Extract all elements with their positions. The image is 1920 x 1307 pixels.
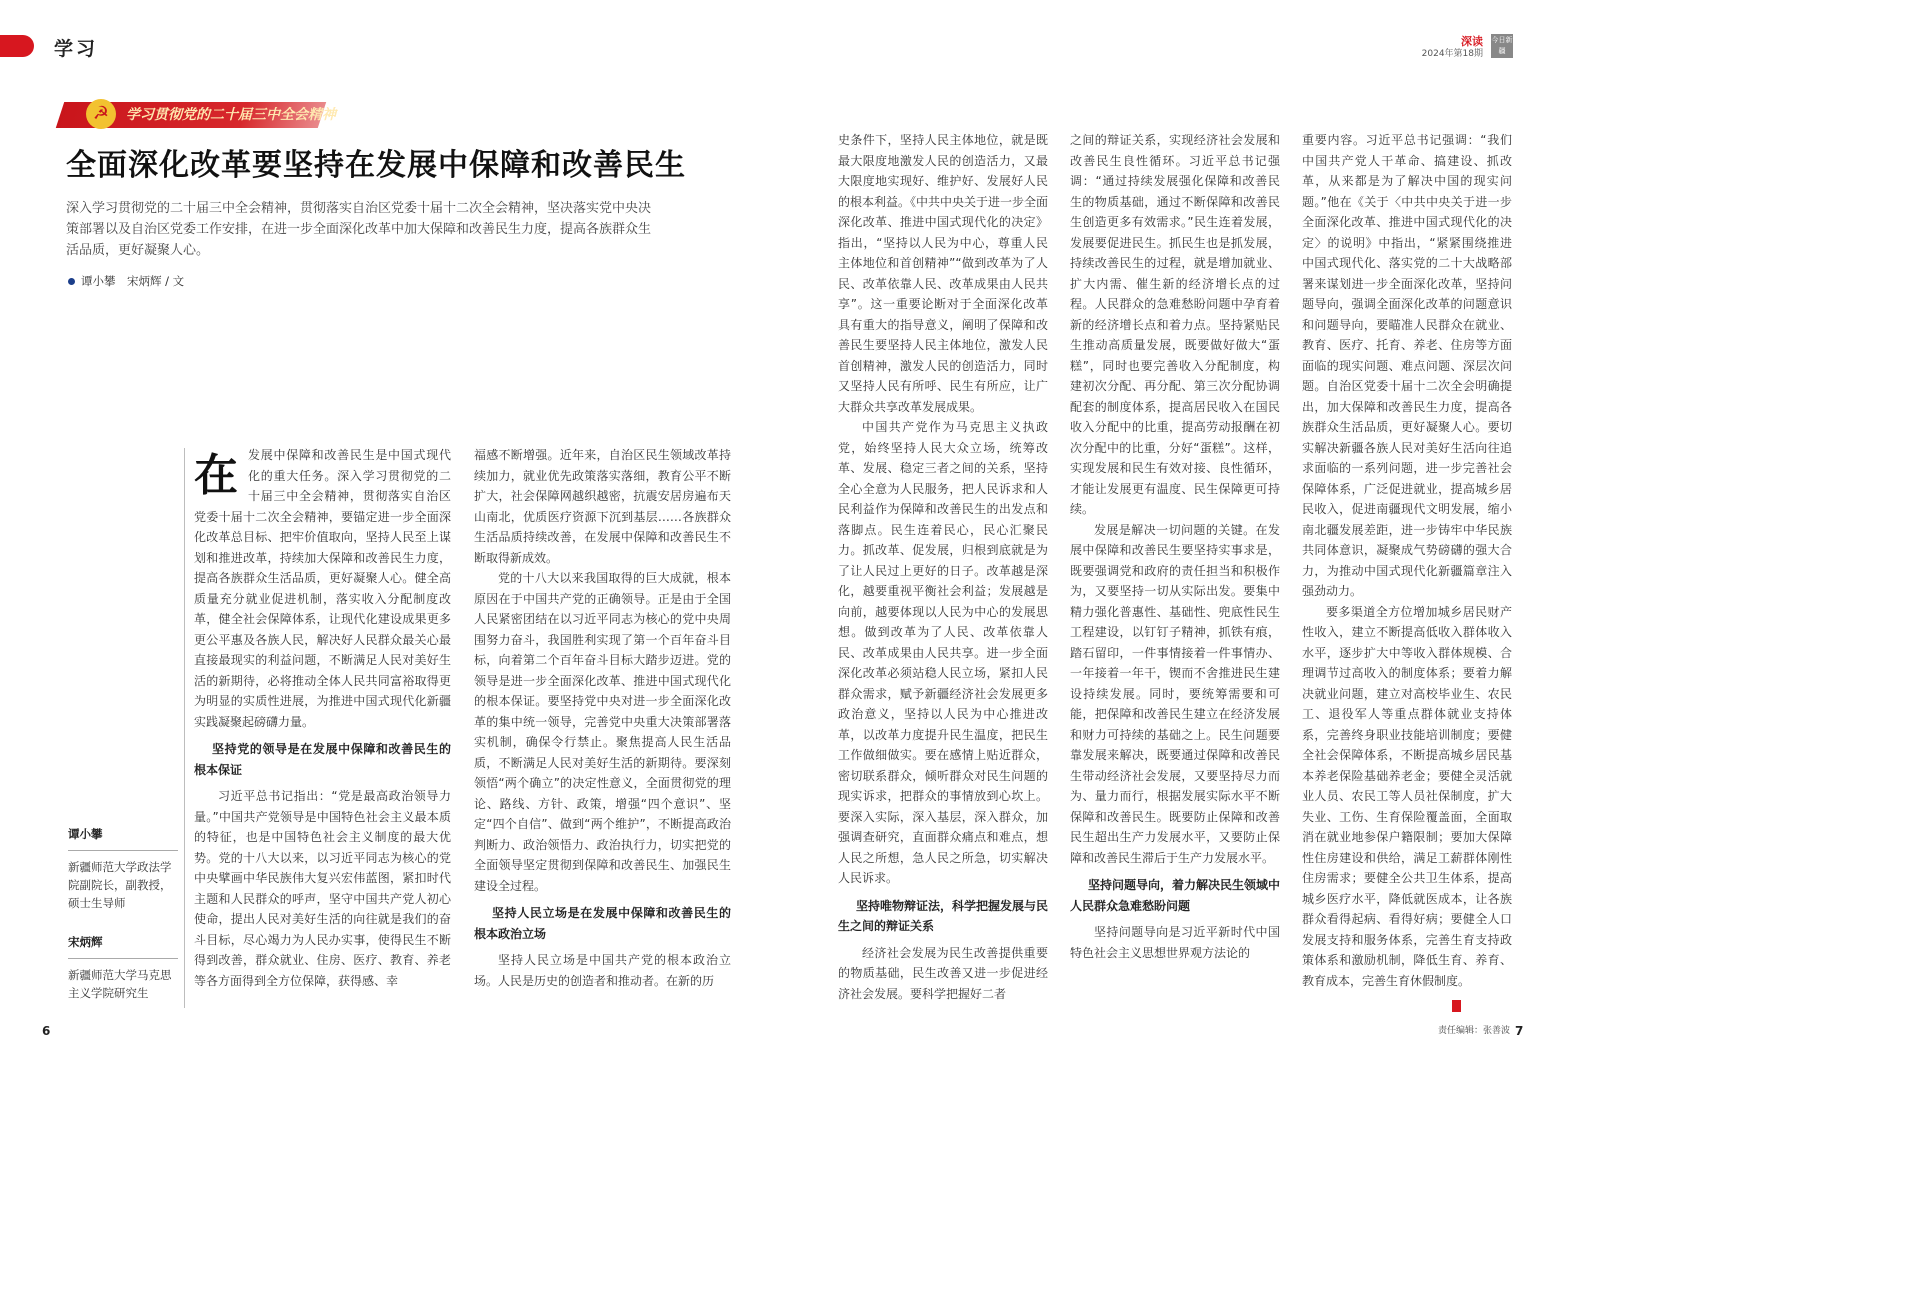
paragraph: 重要内容。习近平总书记强调：“我们中国共产党人干革命、搞建设、抓改革，从来都是为了解决中国的现实问题。”他在《关于〈中共中央关于进一步全面深化改革、推进中国式现代化的决定〉的说明》中指出，“紧紧围绕推进中国式现代化、落实党的二十大战略部署来谋划进一步全面深化改革，坚持问题导向，强调全面深化改革的问题意识和问题导向，要瞄准人民群众在就业、教育、医疗、托育、养老、住房等方面面临的现实问题、难点问题、深层次问题。自治区党委十届十二次全会明确提出，加大保障和改善民生力度，提高各族群众生活品质，更好凝聚人心。要切实解决新疆各族人民对美好生活向往追求面临的一系列问题，进一步完善社会保障体系，广泛促进就业，提高城乡居民收入，促进南疆现代文明发展，缩小南北疆发展差距，进一步铸牢中华民族共同体意识，凝聚成气势磅礴的强大合力，为推动中国式现代化新疆篇章注入强劲动力。 xyxy=(1302,133,1512,598)
drop-cap: 在 xyxy=(194,450,238,501)
author-divider xyxy=(68,958,178,959)
end-mark-icon xyxy=(1452,1000,1461,1012)
section-heading: 坚持唯物辩证法，科学把握发展与民生之间的辩证关系 xyxy=(838,898,1049,933)
byline-text: 谭小攀 宋炳辉 / 文 xyxy=(81,274,185,288)
paragraph: 坚持问题导向是习近平新时代中国特色社会主义思想世界观方法论的 xyxy=(1070,925,1280,960)
author-divider xyxy=(68,850,178,851)
paragraph: 发展是解决一切问题的关键。在发展中保障和改善民生要坚持实事求是，既要强调党和政府的责任担当和积极作为，又要坚持一切从实际出发。要集中精力强化普惠性、基础性、兜底性民生工程建设，以钉钉子精神，抓铁有痕，踏石留印，一件事情接着一件事情办、一年接着一年干，锲而不舍推进民生建设持续发展。同时，要统筹需要和可能，把保障和改善民生建立在经济发展和财力可持续的基础之上。民生问题要靠发展来解决，既要通过保障和改善民生带动经济社会发展，又要坚持尽力而为、量力而行，根据发展实际水平不断保障和改善民生。既要防止保障和改善民生超出生产力发展水平，又要防止保障和改善民生滞后于生产力发展水平。 xyxy=(1070,522,1280,865)
responsible-editor: 责任编辑：张善波 xyxy=(1438,1026,1511,1036)
paragraph: 坚持人民立场是中国共产党的根本政治立场。人民是历史的创造者和推动者。在新的历 xyxy=(474,953,731,988)
article-column-2 xyxy=(474,445,731,991)
article-column-5 xyxy=(1302,130,1512,991)
section-heading: 坚持问题导向，着力解决民生领域中人民群众急难愁盼问题 xyxy=(1070,878,1281,913)
magazine-badge: 今日新疆 xyxy=(1491,34,1513,58)
author-description: 新疆师范大学马克思主义学院研究生 xyxy=(68,968,172,1000)
author-name: 宋炳辉 xyxy=(68,935,103,949)
article-column-1 xyxy=(194,445,451,991)
magazine-title: 深读 xyxy=(1461,35,1483,48)
section-heading: 坚持人民立场是在发展中保障和改善民生的根本政治立场 xyxy=(474,906,731,941)
article-column-4 xyxy=(1070,130,1280,963)
author-description: 新疆师范大学政法学院副院长，副教授，硕士生导师 xyxy=(68,860,172,910)
paragraph: 中国共产党作为马克思主义执政党，始终坚持人民大众立场，统筹改革、发展、稳定三者之间的关系，坚持全心全意为人民服务，把人民诉求和人民利益作为保障和改善民生的出发点和落脚点。民生连着民心，民心汇聚民力。抓改革、促发展，归根到底就是为了让人民过上更好的日子。改革越是深化，越要重视平衡社会利益；发展越是向前，越要体现以人民为中心的发展思想。做到改革为了人民、改革依靠人民、改革成果由人民共享。进一步全面深化改革必须站稳人民立场，紧扣人民群众需求，赋予新疆经济社会发展更多政治意义，坚持以人民为中心推进改革，以改革力度提升民生温度，把民生工作做细做实。要在感情上贴近群众，密切联系群众，倾听群众对民生问题的现实诉求，把群众的事情放到心坎上。要深入实际，深入基层，深入群众，加强调查研究，直面群众痛点和难点，想人民之所想，急人民之所急，切实解决人民诉求。 xyxy=(838,420,1048,885)
paragraph: 党的十八大以来我国取得的巨大成就，根本原因在于中国共产党的正确领导。正是由于全国人民紧密团结在以习近平同志为核心的党中央周围努力奋斗，我国胜利实现了第一个百年奋斗目标，向着第二个百年奋斗目标大踏步迈进。党的领导是进一步全面深化改革、推进中国式现代化的根本保证。要坚持党中央对进一步全面深化改革的集中统一领导，完善党中央重大决策部署落实机制，确保令行禁止。聚焦提高人民生活品质，不断满足人民对美好生活的新期待。要深刻领悟“两个确立”的决定性意义，全面贯彻党的理论、路线、方针、政策，增强“四个意识”、坚定“四个自信”、做到“两个维护”，不断提高政治判断力、政治领悟力、政治执行力，切实把党的全面领导坚定贯彻到保障和改善民生、加强民生建设全过程。 xyxy=(474,571,731,893)
column-rule xyxy=(184,448,185,1008)
article-lead: 深入学习贯彻党的二十届三中全会精神，贯彻落实自治区党委十届十二次全会精神，坚决落实党中央决策部署以及自治区党委工作安排，在进一步全面深化改革中加大保障和改善民生力度，提高各族群众生活品质，更好凝聚人心。 xyxy=(66,201,652,258)
paragraph: 习近平总书记指出：“党是最高政治领导力量。”中国共产党领导是中国特色社会主义最本质的特征，也是中国特色社会主义制度的最大优势。党的十八大以来，以习近平同志为核心的党中央擘画中华民族伟大复兴宏伟蓝图，紧扣时代主题和人民群众的呼声，坚守中国共产党人初心使命，提出人民对美好生活的向往就是我们的奋斗目标，尽心竭力为人民办实事，使得民生不断得到改善，群众就业、住房、医疗、教育、养老等各方面得到全方位保障，获得感、幸 xyxy=(194,789,451,988)
topic-banner-text: 学习贯彻党的二十届三中全会精神 xyxy=(126,107,336,123)
article-headline: 全面深化改革要坚持在发展中保障和改善民生 xyxy=(66,148,686,183)
article-column-3 xyxy=(838,130,1048,1004)
party-emblem-icon: ☭ xyxy=(86,99,116,129)
page-number-left: 6 xyxy=(42,1024,51,1038)
author-name: 谭小攀 xyxy=(68,827,103,841)
masthead xyxy=(1422,36,1483,60)
paragraph: 之间的辩证关系，实现经济社会发展和改善民生良性循环。习近平总书记强调：“通过持续发展强化保障和改善民生的物质基础，通过不断保障和改善民生创造更多有效需求。”民生连着发展，发展要促进民生。抓民生也是抓发展，持续改善民生的过程，就是增加就业、扩大内需、催生新的经济增长点的过程。人民群众的急难愁盼问题中孕育着新的经济增长点和着力点。坚持紧贴民生推动高质量发展，既要做好做大“蛋糕”，同时也要完善收入分配制度，构建初次分配、再分配、第三次分配协调配套的制度体系，提高居民收入在国民收入分配中的比重，提高劳动报酬在初次分配中的比重，分好“蛋糕”。这样，实现发展和民生有效对接、良性循环，才能让发展更有温度、民生保障更可持续。 xyxy=(1070,133,1280,516)
paragraph: 史条件下，坚持人民主体地位，就是既最大限度地激发人民的创造活力，又最大限度地实现好、维护好、发展好人民的根本利益。《中共中央关于进一步全面深化改革、推进中国式现代化的决定》指出，“坚持以人民为中心，尊重人民主体地位和首创精神”“做到改革为了人民、改革依靠人民、改革成果由人民共享”。这一重要论断对于全面深化改革具有重大的指导意义，阐明了保障和改善民生要坚持人民主体地位，激发人民首创精神，激发人民的创造活力，同时又坚持人民有所呼、民生有所应，让广大群众共享改革发展成果。 xyxy=(838,133,1049,414)
byline-dot-icon xyxy=(68,278,75,285)
section-tab-marker xyxy=(0,35,34,57)
byline xyxy=(68,273,184,289)
author-sidebar xyxy=(68,826,180,1002)
paragraph: 福感不断增强。近年来，自治区民生领域改革持续加力，就业优先政策落实落细，教育公平不断扩大，社会保障网越织越密，抗震安居房遍布天山南北，优质医疗资源下沉到基层……各族群众生活品质持续改善，在发展中保障和改善民生不断取得新成效。 xyxy=(474,448,731,565)
section-heading: 坚持党的领导是在发展中保障和改善民生的根本保证 xyxy=(194,742,451,777)
issue-label: 2024年第18期 xyxy=(1421,49,1483,59)
paragraph: 发展中保障和改善民生是中国式现代化的重大任务。深入学习贯彻党的二十届三中全会精神，贯彻落实自治区党委十届十二次全会精神，要锚定进一步全面深化改革总目标、把牢价值取向，坚持人民至上谋划和推进改革，持续加大保障和改善民生力度，提高各族群众生活品质，更好凝聚人心。健全高质量充分就业促进机制，落实收入分配制度改革，健全社会保障体系，让现代化建设成果更多更公平惠及各族人民，解决好人民群众最关心最直接最现实的利益问题，不断满足人民对美好生活的新期待，必将推动全体人民共同富裕取得更为明显的实质性进展，为推进中国式现代化新疆实践凝聚起磅礴力量。 xyxy=(194,448,451,729)
page-number-right: 7 xyxy=(1515,1024,1524,1038)
paragraph: 经济社会发展为民生改善提供重要的物质基础，民生改善又进一步促进经济社会发展。要科学把握好二者 xyxy=(838,945,1048,1001)
section-label: 学习 xyxy=(54,38,99,60)
paragraph: 要多渠道全方位增加城乡居民财产性收入，建立不断提高低收入群体收入水平，逐步扩大中等收入群体规模、合理调节过高收入的制度体系；要着力解决就业问题，建立对高校毕业生、农民工、退役军人等重点群体就业支持体系，完善终身职业技能培训制度；要健全社会保障体系，不断提高城乡居民基本养老保险基础养老金；要健全灵活就业人员、农民工等人员社保制度，扩大失业、工伤、生育保险覆盖面，全面取消在就业地参保户籍限制；要加大保障性住房建设和供给，满足工薪群体刚性住房需求；要健全公共卫生体系，提高城乡医疗水平，降低就医成本，让各族群众看得起病、看得好病；要健全人口发展支持和服务体系，完善生育支持政策体系和激励机制，降低生育、养育、教育成本，完善生育休假制度。 xyxy=(1302,604,1512,988)
